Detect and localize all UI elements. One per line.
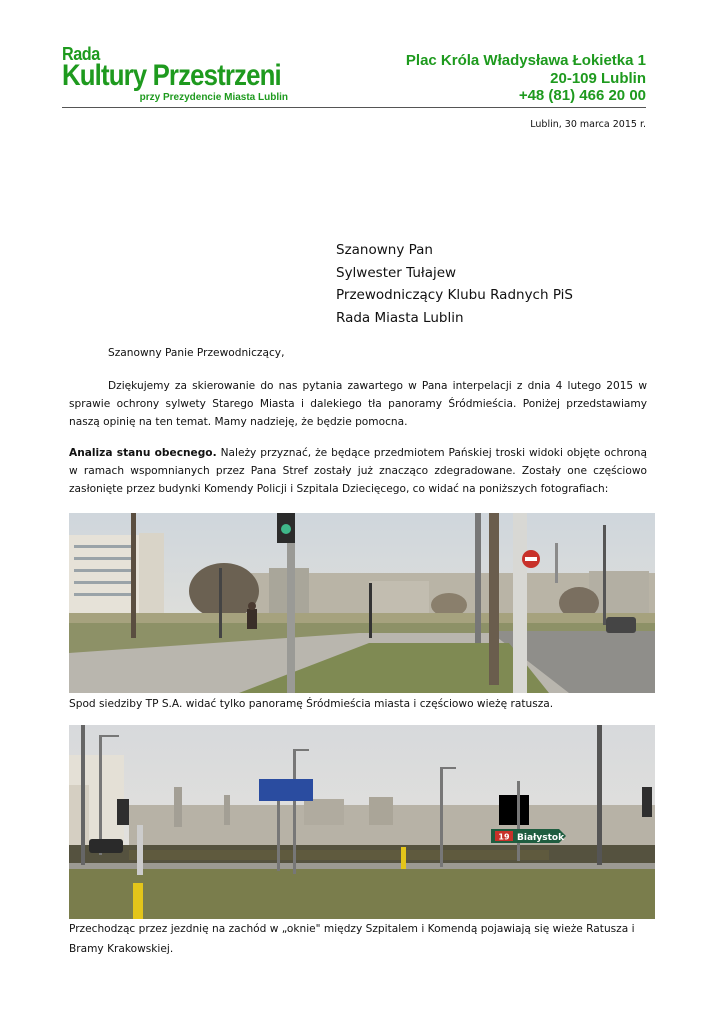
letter-date: Lublin, 30 marca 2015 r. xyxy=(530,119,646,130)
direction-sign xyxy=(491,829,566,843)
salutation: Szanowny Panie Przewodniczący, xyxy=(108,347,285,359)
address-phone: +48 (81) 466 20 00 xyxy=(518,87,646,104)
photo-2 xyxy=(69,725,655,919)
address-block xyxy=(406,52,646,105)
logo-line-1: Rada xyxy=(62,44,100,64)
paragraph-1: Dziękujemy za skierowanie do nas pytania zawartego w Pana interpelacji z dnia 4 lutego 2015 w sprawie ochrony sylwety Starego Miasta i dalekiego tła panoramy Śródmieścia. Poniżej przedstawiamy naszą opinię na ten temat. Mamy nadzieję, że będzie pomocna. xyxy=(69,380,647,428)
photo-1 xyxy=(69,513,655,693)
photo-2-caption: Przechodząc przez jezdnię na zachód w „oknie" między Szpitalem i Komendą pojawiają się wieże Ratusza i Bramy Krakowskiej. xyxy=(69,923,635,955)
logo-line-3: przy Prezydencie Miasta Lublin xyxy=(139,92,288,103)
header-divider xyxy=(62,107,646,108)
recipient-institution: Rada Miasta Lublin xyxy=(336,309,464,326)
recipient-name: Sylwester Tułajew xyxy=(336,264,457,281)
sign-number: 19 xyxy=(498,832,510,842)
address-city: 20-109 Lublin xyxy=(550,69,646,87)
photo-1-caption: Spod siedziby TP S.A. widać tylko panoramę Śródmieścia miasta i częściowo wieżę ratusza. xyxy=(69,698,554,710)
logo-line-2: Kultury Przestrzeni xyxy=(62,59,281,92)
recipient-title: Przewodniczący Klubu Radnych PiS xyxy=(336,287,573,303)
paragraph-2 xyxy=(69,444,647,498)
recipient-block xyxy=(336,239,573,329)
paragraph-2-text: Należy przyznać, że będące przedmiotem Pańskiej troski widoki objęte ochroną w ramach wspomnianych przez Pana Stref zostały już znacząco zdegradowane. Zostały one częściowo zasłonięte przez budynki Komendy Policji i Szpitala Dziecięcego, co widać na poniższych fotografiach: xyxy=(69,447,648,495)
sign-text: Białystok xyxy=(517,833,565,843)
recipient-line-1: Szanowny Pan xyxy=(336,242,433,258)
address-street: Plac Króla Władysława Łokietka 1 xyxy=(405,52,646,69)
photo-1-image xyxy=(69,513,655,693)
photo-2-image xyxy=(69,725,655,919)
paragraph-2-lead: Analiza stanu obecnego. xyxy=(69,447,217,459)
rada-logo xyxy=(62,44,294,104)
